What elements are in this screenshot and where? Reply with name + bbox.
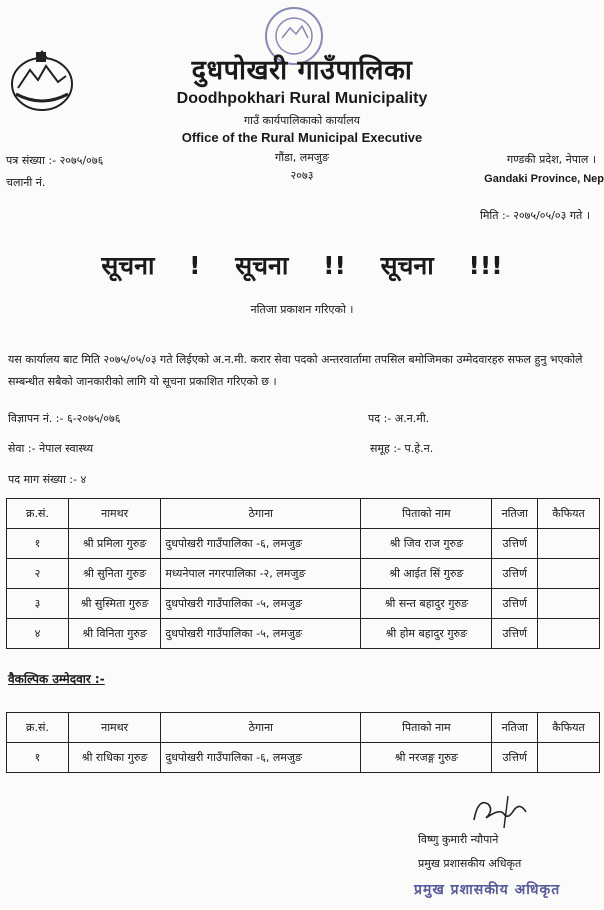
cell-father: श्री जिव राज गुरुङ	[361, 529, 492, 559]
office-location: गौंडा, लमजुङ	[275, 151, 329, 164]
province-nepali: गण्डकी प्रदेश, नेपाल ।	[507, 153, 596, 166]
table-row	[7, 529, 600, 559]
header-name: नामथर	[68, 499, 160, 529]
notice-body: यस कार्यालय बाट मिति २०७५/०५/०३ गते लिईएको अ.न.मी. करार सेवा पदको अन्तरवार्तामा तपसिल बमोजिमका उम्मेदवारहरु सफल हुनु भएकोले सम्बन्धीत सबैको जानकारीको लागि यो सूचना प्रकाशित गरिएको छ ।	[8, 353, 583, 388]
header-result: नतिजा	[492, 499, 538, 529]
letter-reference-number: पत्र संख्या :- २०७५/०७६	[6, 154, 104, 167]
advertisement-number: विज्ञापन नं. :- ६-२०७५/०७६	[8, 412, 121, 425]
post-demand-count: पद माग संख्या :- ४	[8, 473, 87, 486]
signatory-title: प्रमुख प्रशासकीय अधिकृत	[418, 857, 522, 870]
cell-result: उत्तिर्ण	[492, 559, 538, 589]
cell-address: दुधपोखरी गाउँपालिका -५, लमजुङ	[161, 619, 361, 649]
cell-remarks	[538, 619, 600, 649]
cell-result: उत्तिर्ण	[492, 589, 538, 619]
cell-result: उत्तिर्ण	[492, 619, 538, 649]
cell-sn: १	[7, 529, 69, 559]
established-year: २०७३	[290, 169, 314, 182]
table-header-row	[7, 499, 600, 529]
cell-father: श्री नरजङ्ग गुरुङ	[361, 743, 492, 773]
cell-address: दुधपोखरी गाउँपालिका -६, लमजुङ	[161, 743, 361, 773]
table-row	[7, 619, 600, 649]
office-name-english: Office of the Rural Municipal Executive	[181, 130, 423, 145]
municipality-name-english: Doodhpokhari Rural Municipality	[176, 90, 428, 107]
header-result: नतिजा	[492, 713, 538, 743]
results-table	[6, 498, 600, 649]
header-name: नामथर	[68, 713, 160, 743]
letter-date: मिति :- २०७५/०५/०३ गते ।	[479, 209, 590, 222]
cell-sn: २	[7, 559, 69, 589]
cell-name: श्री राधिका गुरुङ	[68, 743, 160, 773]
header-sn: क्र.सं.	[7, 713, 69, 743]
header-sn: क्र.सं.	[7, 499, 69, 529]
cell-remarks	[538, 743, 600, 773]
header-remarks: कैफियत	[538, 713, 600, 743]
province-english: Gandaki Province, Nep	[484, 173, 604, 185]
service-name: सेवा :- नेपाल स्वास्थ्य	[8, 442, 94, 455]
cell-father: श्री होम बहादुर गुरुङ	[361, 619, 492, 649]
cell-father: श्री सन्त बहादुर गुरुङ	[361, 589, 492, 619]
cell-result: उत्तिर्ण	[492, 743, 538, 773]
cell-sn: ३	[7, 589, 69, 619]
alternate-candidates-heading: वैकल्पिक उम्मेदवार :-	[8, 672, 105, 686]
table-header-row	[7, 713, 600, 743]
header-remarks: कैफियत	[538, 499, 600, 529]
notice-title: सूचना ! सूचना !! सूचना !!!	[101, 251, 503, 280]
table-row	[7, 559, 600, 589]
cell-address: दुधपोखरी गाउँपालिका -५, लमजुङ	[161, 589, 361, 619]
group-name: समूह :- प.हे.न.	[370, 442, 434, 455]
cell-sn: १	[7, 743, 69, 773]
notice-subject: नतिजा प्रकाशन गरिएको ।	[250, 303, 354, 316]
header-address: ठेगाना	[161, 499, 361, 529]
cell-name: श्री प्रमिला गुरुङ	[68, 529, 160, 559]
header-father: पिताको नाम	[361, 499, 492, 529]
header-address: ठेगाना	[161, 713, 361, 743]
cell-address: मध्यनेपाल नगरपालिका -२, लमजुङ	[161, 559, 361, 589]
cell-remarks	[538, 559, 600, 589]
official-stamp: प्रमुख प्रशासकीय अधिकृत	[414, 882, 561, 898]
cell-result: उत्तिर्ण	[492, 529, 538, 559]
office-name-nepali: गाउँ कार्यपालिकाको कार्यालय	[243, 114, 361, 127]
cell-sn: ४	[7, 619, 69, 649]
cell-name: श्री विनिता गुरुङ	[68, 619, 160, 649]
cell-name: श्री सुस्मिता गुरुङ	[68, 589, 160, 619]
table-row	[7, 743, 600, 773]
cell-address: दुधपोखरी गाउँपालिका -६, लमजुङ	[161, 529, 361, 559]
post-name: पद :- अ.न.मी.	[368, 412, 430, 425]
handwritten-signature	[464, 790, 534, 830]
dispatch-number: चलानी नं.	[6, 176, 46, 189]
municipality-name-nepali: दुधपोखरी गाउँपालिका	[191, 55, 413, 86]
cell-remarks	[538, 589, 600, 619]
cell-father: श्री आईत सिं गुरुङ	[361, 559, 492, 589]
cell-remarks	[538, 529, 600, 559]
header-father: पिताको नाम	[361, 713, 492, 743]
alternates-table	[6, 712, 600, 773]
table-row	[7, 589, 600, 619]
cell-name: श्री सुनिता गुरुङ	[68, 559, 160, 589]
signatory-name: विष्णु कुमारी न्यौपाने	[418, 833, 499, 846]
